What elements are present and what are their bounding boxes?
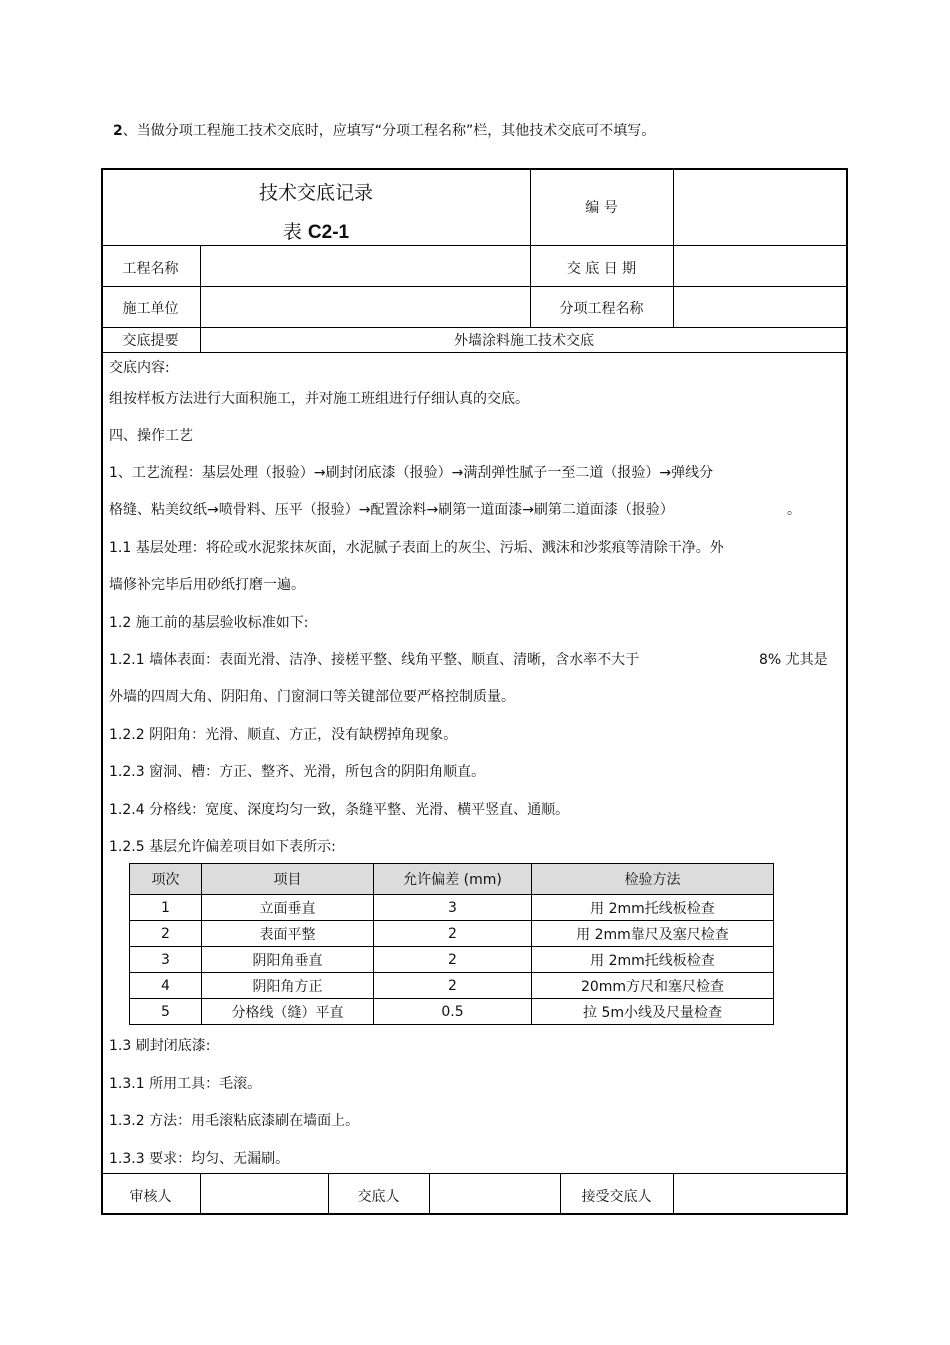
grid-line [101,352,848,353]
header-cell: 检验方法 [532,864,774,895]
table-prefix: 表 [282,221,308,243]
content-label: 交底内容: [109,360,170,376]
note-number: 2 [113,123,123,139]
table-cell: 阴阳角方正 [202,973,374,999]
table-row [130,895,774,921]
table-cell: 3 [130,947,202,973]
table-header-row [130,864,774,895]
table-cell: 拉 5m小线及尺量检查 [532,999,774,1025]
content-line: 1.2.5 基层允许偏差项目如下表所示: [109,839,336,855]
content-line: 1.3.1 所用工具：毛滚。 [109,1076,262,1092]
top-note [113,120,655,140]
moisture-value: 8% 尤其是 [759,652,828,668]
content-line: 1.2 施工前的基层验收标准如下: [109,615,309,631]
project-name-field[interactable] [201,246,529,285]
table-cell: 4 [130,973,202,999]
table-cell: 2 [130,921,202,947]
table-row [130,921,774,947]
summary-value: 外墙涂料施工技术交底 [454,333,594,349]
content-line: 墙修补完毕后用砂纸打磨一遍。 [109,577,305,593]
content-line: 1.3 刷封闭底漆: [109,1038,211,1054]
table-cell: 2 [374,947,532,973]
content-line: 组按样板方法进行大面积施工，并对施工班组进行仔细认真的交底。 [109,391,529,407]
content-line: 1.3.3 要求：均匀、无漏刷。 [109,1151,290,1167]
content-line: 1.2.1 墙体表面：表面光滑、洁净、接槎平整、线角平整、顺直、清晰，含水率不大于 [109,652,640,668]
receiver-label: 接受交底人 [581,1189,652,1205]
sub-project-field[interactable] [674,287,846,326]
content-line: 格缝、粘美纹纸→喷骨料、压平（报验）→配置涂料→刷第一道面漆→刷第二道面漆（报验） [109,502,674,518]
header-cell: 允许偏差 (mm) [374,864,532,895]
table-cell: 1 [130,895,202,921]
table-row [130,999,774,1025]
number-label: 编 号 [585,200,618,216]
construction-unit-label: 施工单位 [122,301,179,317]
number-field[interactable] [674,170,846,244]
table-cell: 立面垂直 [202,895,374,921]
form-table-code [102,217,530,244]
table-cell: 阴阳角垂直 [202,947,374,973]
construction-unit-field[interactable] [201,287,529,326]
note-text: 、当做分项工程施工技术交底时，应填写“分项工程名称”栏，其他技术交底可不填写。 [122,123,656,139]
table-cell: 20mm方尺和塞尺检查 [532,973,774,999]
reviewer-field[interactable] [201,1174,328,1214]
table-cell: 表面平整 [202,921,374,947]
deviation-table [129,863,774,1025]
sub-project-label: 分项工程名称 [559,301,644,317]
receiver-field[interactable] [674,1174,846,1214]
table-cell: 2 [374,973,532,999]
table-cell: 用 2mm托线板检查 [532,895,774,921]
discloser-label: 交底人 [357,1189,400,1205]
table-cell: 5 [130,999,202,1025]
content-line: 1.2.2 阴阳角：光滑、顺直、方正，没有缺楞掉角现象。 [109,727,458,743]
table-row [130,973,774,999]
table-row [130,947,774,973]
reviewer-label: 审核人 [129,1189,172,1205]
content-line: 外墙的四周大角、阴阳角、门窗洞口等关键部位要严格控制质量。 [109,689,515,705]
period-mark: 。 [787,502,801,518]
content-line: 1、工艺流程：基层处理（报验）→刷封闭底漆（报验）→满刮弹性腻子一至二道（报验）→弹线分 [109,465,714,481]
date-field[interactable] [674,246,846,285]
summary-label: 交底提要 [122,333,179,349]
table-cell: 用 2mm靠尺及塞尺检查 [532,921,774,947]
content-line: 1.3.2 方法：用毛滚粘底漆刷在墙面上。 [109,1113,360,1129]
project-name-label: 工程名称 [122,261,179,277]
table-code: C2-1 [307,222,350,243]
form-title: 技术交底记录 [258,182,373,204]
content-line: 1.2.4 分格线：宽度、深度均匀一致，条缝平整、光滑、横平竖直、通顺。 [109,802,570,818]
table-cell: 分格线（缝）平直 [202,999,374,1025]
table-cell: 3 [374,895,532,921]
content-line: 1.1 基层处理：将砼或水泥浆抹灰面，水泥腻子表面上的灰尘、污垢、溅沫和沙浆痕等清除干净。外 [109,540,724,556]
grid-line [101,327,848,328]
content-line: 1.2.3 窗洞、槽：方正、整齐、光滑，所包含的阴阳角顺直。 [109,764,486,780]
table-cell: 用 2mm托线板检查 [532,947,774,973]
discloser-field[interactable] [430,1174,560,1214]
table-cell: 2 [374,921,532,947]
date-label: 交 底 日 期 [566,261,637,277]
header-cell: 项次 [130,864,202,895]
table-cell: 0.5 [374,999,532,1025]
section-heading: 四、操作工艺 [109,428,193,444]
header-cell: 项目 [202,864,374,895]
